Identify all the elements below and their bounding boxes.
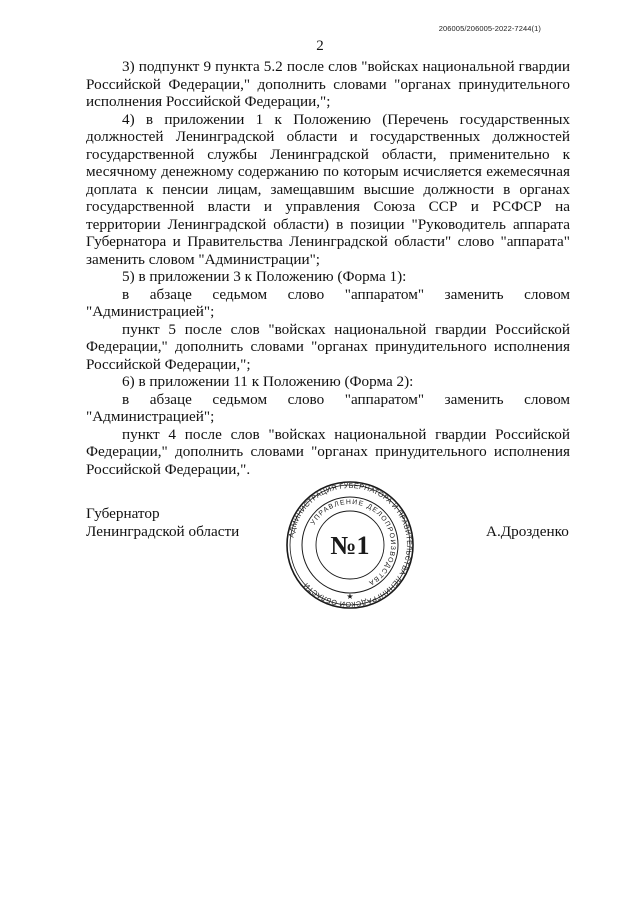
official-seal: [285, 480, 415, 610]
seal-inner-text-path: УПРАВЛЕНИЕ ДЕЛОПРОИЗВОДСТВА: [309, 498, 397, 587]
paragraph-form2-point4: пункт 4 после слов "войсках национальной гвардии Российской Федерации," дополнить словами "органах принудительного исполнения Российской Федерации,".: [86, 425, 570, 478]
seal-center-number: №1: [330, 531, 370, 560]
paragraph-item-5: 5) в приложении 3 к Положению (Форма 1):: [122, 268, 407, 285]
signer-name: А.Дрозденко: [486, 523, 569, 540]
seal-graphic: [285, 480, 415, 610]
seal-ring-text-path: АДМИНИСТРАЦИЯ ГУБЕРНАТОРА И ПРАВИТЕЛЬСТВА ЛЕНИНГРАДСКОЙ ОБЛАСТИ: [286, 480, 415, 610]
star-icon: ★: [346, 592, 354, 601]
document-id: 206005/206005-2022-7244(1): [438, 24, 541, 33]
page-number: 2: [316, 38, 324, 54]
signature-title-line1: Губернатор: [86, 505, 160, 522]
paragraph-item-4: 4) в приложении 1 к Положению (Перечень государственных должностей Ленинградской области и государственных должностей государственной службы Ленинградской области, применительно к месячному денежному содержанию по которым исчисляется ежемесячная доплата к пенсии лицам, замещавшим высшие должности в органах государственной власти и управления Союза ССР и РСФСР на территории Ленинградской области) в позиции "Руководитель аппарата Губернатора и Правительства Ленинградской области" слово "аппарата" заменить словом "Администрации";: [86, 110, 570, 268]
signature-title: [86, 505, 239, 541]
signature-title-line2: Ленинградской области: [86, 523, 240, 540]
paragraph-item-6: 6) в приложении 11 к Положению (Форма 2):: [122, 373, 414, 390]
paragraph-form2-line7: в абзаце седьмом слово "аппаратом" заменить словом "Администрацией";: [86, 390, 570, 425]
document-body: [86, 58, 570, 478]
paragraph-item-3: 3) подпункт 9 пункта 5.2 после слов "войсках национальной гвардии Российской Федерации," дополнить словами "органах принудительного исполнения Российской Федерации,";: [86, 58, 570, 110]
paragraph-form1-point5: пункт 5 после слов "войсках национальной гвардии Российской Федерации," дополнить словами "органах принудительного исполнения Российской Федерации,";: [86, 320, 570, 373]
paragraph-form1-line7: в абзаце седьмом слово "аппаратом" заменить словом "Администрацией";: [86, 285, 570, 320]
